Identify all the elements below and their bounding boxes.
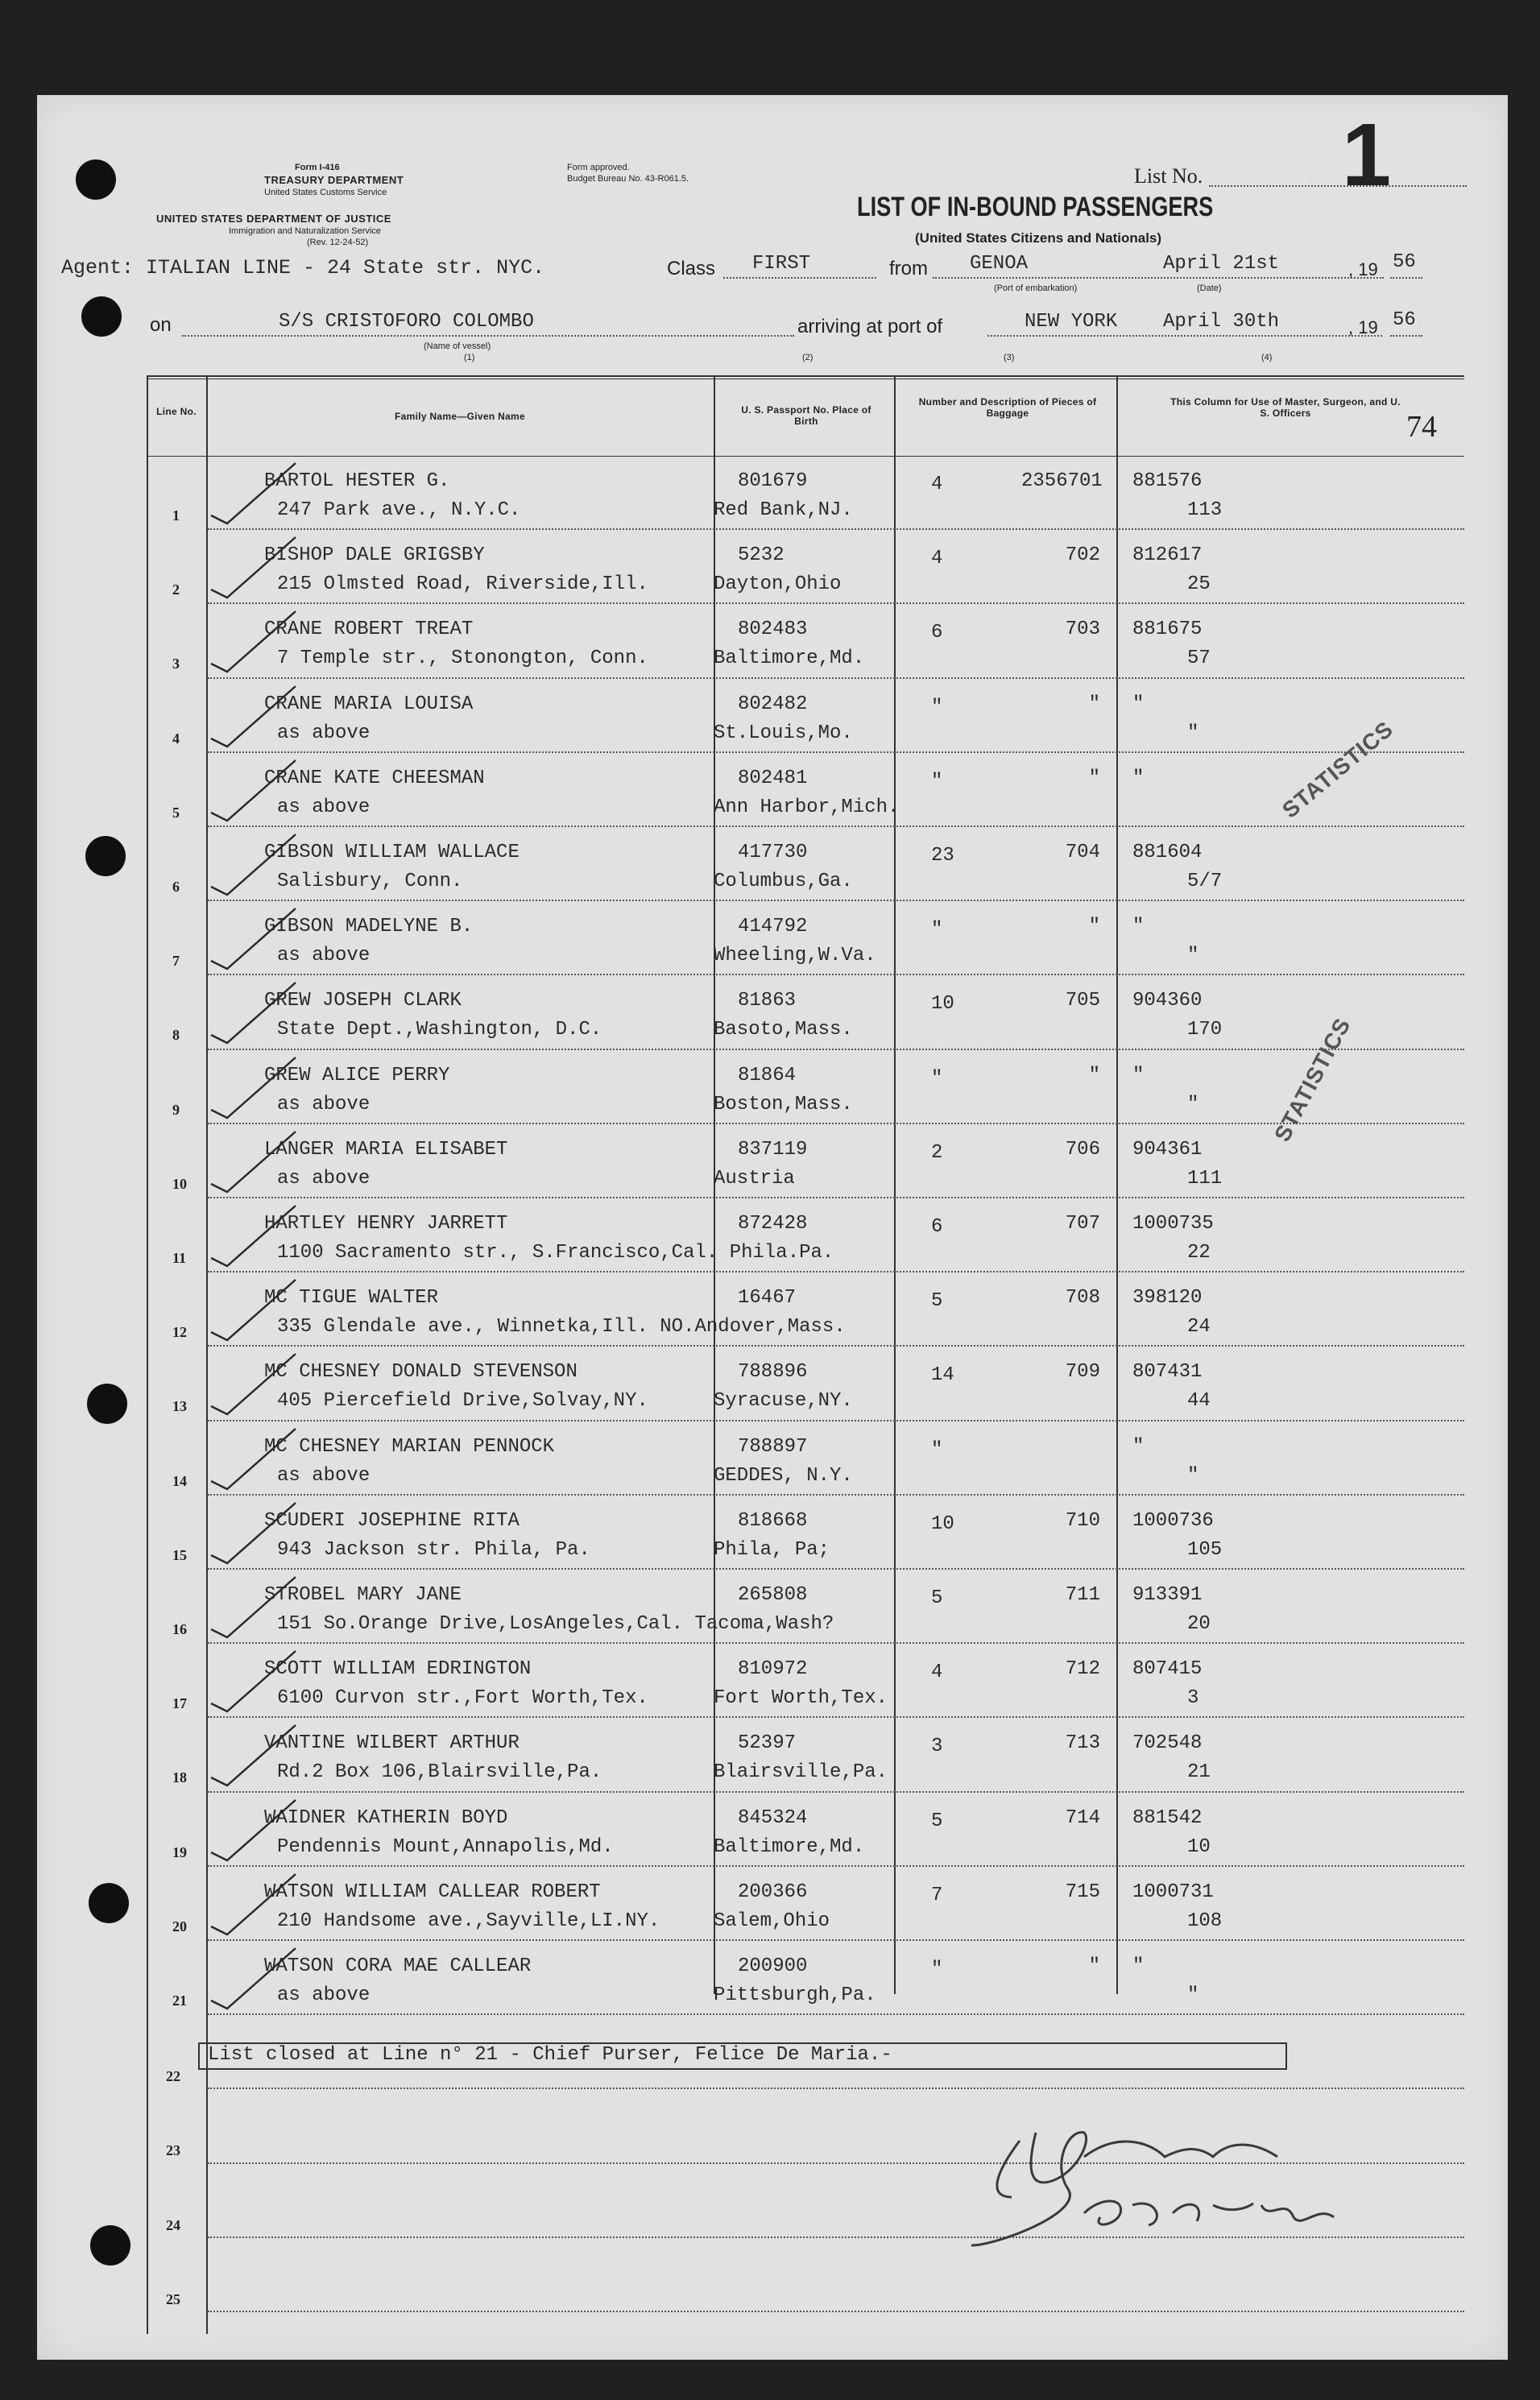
baggage-tag: 706	[1065, 1138, 1100, 1161]
passenger-address: 943 Jackson str. Phila, Pa.	[277, 1538, 590, 1561]
passenger-name: VANTINE WILBERT ARTHUR	[264, 1732, 520, 1755]
row-number: 8	[172, 1027, 180, 1044]
row-number: 9	[172, 1101, 180, 1118]
officer-note: 20	[1187, 1613, 1211, 1635]
statistics-stamp: STATISTICS	[1277, 716, 1398, 823]
col-num-1: (1)	[464, 353, 475, 362]
passenger-address: 1100 Sacramento str., S.Francisco,Cal. Phila.Pa.	[277, 1242, 834, 1264]
baggage-pieces: 14	[931, 1364, 954, 1387]
passenger-name: MC CHESNEY DONALD STEVENSON	[264, 1361, 578, 1384]
baggage-tag: 704	[1065, 842, 1100, 863]
place-of-birth: GEDDES, N.Y.	[714, 1464, 853, 1487]
baggage-tag: 709	[1065, 1361, 1100, 1384]
passenger-address: 151 So.Orange Drive,LosAngeles,Cal. Tacoma,Wash?	[277, 1613, 834, 1635]
punch-hole	[81, 296, 122, 337]
officer-number: 1000736	[1132, 1509, 1214, 1532]
row-number: 18	[172, 1769, 187, 1786]
passport-number: 837119	[738, 1138, 808, 1161]
passenger-address: as above	[277, 722, 371, 744]
justice-dept: UNITED STATES DEPARTMENT OF JUSTICE	[156, 213, 391, 225]
row-divider	[208, 1271, 1464, 1272]
passenger-address: as above	[277, 1984, 371, 2006]
col-num-2: (2)	[802, 353, 813, 362]
col-header-line: Line No.	[156, 406, 197, 417]
passenger-name: GREW ALICE PERRY	[264, 1064, 450, 1086]
row-number: 20	[172, 1918, 187, 1934]
passenger-name: BISHOP DALE GRIGSBY	[264, 544, 485, 567]
officer-note: "	[1187, 1093, 1199, 1115]
officer-number: "	[1132, 1435, 1145, 1458]
passenger-name: HARTLEY HENRY JARRETT	[264, 1213, 508, 1235]
check-mark-icon	[203, 904, 300, 977]
check-mark-icon	[203, 607, 300, 680]
baggage-pieces: "	[931, 919, 943, 941]
punch-hole	[85, 836, 126, 876]
check-mark-icon	[203, 830, 300, 903]
passenger-address: 215 Olmsted Road, Riverside,Ill.	[277, 573, 648, 596]
baggage-tag: 708	[1065, 1287, 1100, 1310]
baggage-tag: 713	[1065, 1732, 1100, 1755]
on-label: on	[150, 314, 172, 336]
officer-number: 812617	[1132, 544, 1203, 567]
row-divider	[208, 528, 1464, 530]
officer-number: "	[1132, 767, 1145, 789]
passenger-name: WAIDNER KATHERIN BOYD	[264, 1806, 508, 1829]
arriving-label: arriving at port of	[797, 316, 943, 337]
passenger-address: as above	[277, 1093, 371, 1115]
manifest-sheet	[37, 95, 1508, 2360]
row-divider	[208, 602, 1464, 604]
passport-number: 81864	[738, 1064, 797, 1086]
row-number: 17	[172, 1695, 187, 1712]
officer-number: 398120	[1132, 1287, 1203, 1310]
officer-number: 807431	[1132, 1361, 1203, 1384]
baggage-tag: 705	[1065, 990, 1100, 1012]
check-mark-icon	[203, 1350, 300, 1422]
passenger-address: 247 Park ave., N.Y.C.	[277, 499, 521, 521]
place-of-birth: Austria	[714, 1167, 795, 1190]
baggage-tag: "	[1088, 1955, 1100, 1977]
baggage-pieces: "	[931, 1438, 943, 1461]
baggage-tag: 2356701	[1021, 470, 1103, 492]
col-header-officers: This Column for Use of Master, Surgeon, and U. S. Officers	[1170, 396, 1401, 419]
passport-number: 16467	[738, 1287, 797, 1310]
vessel-caption: (Name of vessel)	[424, 341, 491, 351]
officer-note: 22	[1187, 1242, 1211, 1264]
row-number: 14	[172, 1472, 187, 1489]
passenger-address: 7 Temple str., Stonongton, Conn.	[277, 648, 648, 670]
passenger-address: as above	[277, 1464, 371, 1487]
check-mark-icon	[203, 756, 300, 829]
passenger-address: Salisbury, Conn.	[277, 871, 463, 892]
passport-number: 801679	[738, 470, 808, 492]
place-of-birth: Columbus,Ga.	[714, 871, 853, 892]
col-header-baggage: Number and Description of Pieces of Baggage	[918, 396, 1097, 419]
row-number: 21	[172, 1992, 187, 2009]
check-mark-icon	[203, 1425, 300, 1497]
baggage-tag: 711	[1065, 1584, 1100, 1606]
year-prefix: , 19	[1348, 317, 1378, 337]
embark-port: GENOA	[970, 253, 1029, 275]
row-divider	[208, 1420, 1464, 1421]
row-divider	[208, 974, 1464, 975]
baggage-pieces: 2	[931, 1141, 943, 1164]
place-of-birth: Blairsville,Pa.	[714, 1761, 888, 1784]
check-mark-icon	[203, 682, 300, 755]
check-mark-icon	[203, 1276, 300, 1348]
punch-hole	[87, 1384, 127, 1424]
officer-note: 3	[1187, 1687, 1199, 1710]
baggage-tag: "	[1088, 767, 1100, 789]
baggage-pieces: 5	[931, 1810, 943, 1832]
place-of-birth: St.Louis,Mo.	[714, 722, 853, 744]
passenger-name: SCOTT WILLIAM EDRINGTON	[264, 1658, 532, 1681]
form-number: Form I-416	[295, 163, 340, 172]
passenger-address: Rd.2 Box 106,Blairsville,Pa.	[277, 1761, 602, 1784]
passenger-name: MC CHESNEY MARIAN PENNOCK	[264, 1435, 555, 1458]
baggage-pieces: 23	[931, 845, 954, 867]
row-number: 23	[166, 2142, 180, 2159]
row-number: 7	[172, 953, 180, 970]
baggage-pieces: 4	[931, 1661, 943, 1684]
arrival-port: NEW YORK	[1025, 311, 1118, 333]
baggage-tag: "	[1088, 693, 1100, 715]
officer-note: "	[1187, 945, 1199, 967]
budget-bureau: Budget Bureau No. 43-R061.5.	[567, 174, 689, 184]
check-mark-icon	[203, 979, 300, 1051]
baggage-tag: "	[1088, 916, 1100, 938]
baggage-tag: 712	[1065, 1658, 1100, 1681]
officer-number: "	[1132, 693, 1145, 715]
row-number: 3	[172, 656, 180, 672]
passenger-name: BARTOL HESTER G.	[264, 470, 450, 492]
passenger-address: 210 Handsome ave.,Sayville,LI.NY.	[277, 1910, 660, 1932]
row-divider	[208, 826, 1464, 827]
row-number: 11	[172, 1250, 187, 1266]
place-of-birth: Ann Harbor,Mich.	[714, 796, 900, 818]
row-number: 22	[166, 2068, 180, 2085]
row-number: 6	[172, 879, 180, 895]
officer-number: "	[1132, 1064, 1145, 1086]
passenger-address: as above	[277, 1167, 371, 1190]
col-header-passport: U. S. Passport No. Place of Birth	[741, 404, 871, 427]
passenger-address: State Dept.,Washington, D.C.	[277, 1019, 602, 1041]
place-of-birth: Red Bank,NJ.	[714, 499, 853, 521]
treasury-dept: TREASURY DEPARTMENT	[264, 174, 404, 186]
row-divider	[208, 900, 1464, 901]
row-divider	[208, 1345, 1464, 1347]
place-of-birth: Fort Worth,Tex.	[714, 1687, 888, 1710]
row-number: 25	[166, 2290, 180, 2307]
place-of-birth: Pittsburgh,Pa.	[714, 1984, 876, 2006]
place-of-birth: Syracuse,NY.	[714, 1390, 853, 1413]
baggage-pieces: "	[931, 1067, 943, 1090]
embark-date: April 21st	[1163, 253, 1280, 275]
check-mark-icon	[203, 1573, 300, 1645]
officer-number: 702548	[1132, 1732, 1203, 1755]
baggage-pieces: "	[931, 1959, 943, 1980]
officer-note: 57	[1187, 648, 1211, 670]
vessel-name: S/S CRISTOFORO COLOMBO	[279, 311, 534, 333]
passenger-name: SCUDERI JOSEPHINE RITA	[264, 1509, 520, 1532]
revision-date: (Rev. 12-24-52)	[307, 238, 369, 247]
row-number: 2	[172, 581, 180, 598]
officer-number: 1000735	[1132, 1213, 1214, 1235]
customs-service: United States Customs Service	[264, 188, 387, 197]
officer-note: 108	[1187, 1910, 1223, 1932]
passport-number: 52397	[738, 1732, 797, 1755]
row-divider	[208, 1642, 1464, 1644]
baggage-pieces: "	[931, 770, 943, 792]
date-caption: (Date)	[1197, 283, 1222, 293]
passenger-name: STROBEL MARY JANE	[264, 1584, 462, 1606]
passenger-address: as above	[277, 796, 371, 818]
agent-line: Agent: ITALIAN LINE - 24 State str. NYC.	[61, 256, 545, 279]
punch-hole	[76, 159, 116, 200]
baggage-pieces: 10	[931, 993, 954, 1016]
margin-note: 74	[1406, 410, 1437, 444]
baggage-pieces: 5	[931, 1290, 943, 1313]
officer-number: 881576	[1132, 470, 1203, 492]
officer-note: 5/7	[1187, 871, 1223, 892]
row-divider	[208, 677, 1464, 679]
passport-number: 810972	[738, 1658, 808, 1681]
check-mark-icon	[203, 1647, 300, 1719]
row-number: 15	[172, 1546, 187, 1563]
row-number: 4	[172, 730, 180, 747]
officer-number: 881675	[1132, 619, 1203, 641]
check-mark-icon	[203, 533, 300, 606]
baggage-pieces: 4	[931, 548, 943, 570]
place-of-birth: Phila, Pa;	[714, 1538, 830, 1561]
row-divider	[208, 1049, 1464, 1050]
place-of-birth: Boston,Mass.	[714, 1093, 853, 1115]
row-divider	[208, 1939, 1464, 1941]
officer-note: 170	[1187, 1019, 1223, 1041]
check-mark-icon	[203, 1944, 300, 2017]
officer-note: 25	[1187, 573, 1211, 596]
passenger-address: 6100 Curvon str.,Fort Worth,Tex.	[277, 1687, 648, 1710]
row-divider	[208, 1568, 1464, 1570]
embark-caption: (Port of embarkation)	[994, 283, 1078, 293]
passport-number: 872428	[738, 1213, 808, 1235]
col-num-3: (3)	[1004, 353, 1015, 362]
place-of-birth: Baltimore,Md.	[714, 1835, 865, 1858]
baggage-pieces: 6	[931, 622, 943, 644]
officer-number: 807415	[1132, 1658, 1203, 1681]
passenger-address: 335 Glendale ave., Winnetka,Ill. NO.Andover,Mass.	[277, 1316, 846, 1339]
check-mark-icon	[203, 1202, 300, 1274]
row-number: 13	[172, 1398, 187, 1415]
passport-number: 845324	[738, 1806, 808, 1829]
check-mark-icon	[203, 1128, 300, 1200]
row-divider	[208, 2311, 1464, 2312]
ins-service: Immigration and Naturalization Service	[229, 226, 381, 236]
officer-note: "	[1187, 1984, 1199, 2006]
row-number: 1	[172, 507, 180, 523]
check-mark-icon	[203, 1796, 300, 1868]
row-divider	[208, 1865, 1464, 1867]
passport-number: 200366	[738, 1881, 808, 1903]
row-divider	[208, 1716, 1464, 1718]
baggage-tag: "	[1088, 1064, 1100, 1086]
punch-hole	[89, 1883, 129, 1923]
passenger-name: CRANE ROBERT TREAT	[264, 619, 474, 641]
baggage-pieces: 5	[931, 1587, 943, 1609]
passenger-name: CRANE KATE CHEESMAN	[264, 767, 485, 789]
passenger-address: Pendennis Mount,Annapolis,Md.	[277, 1835, 614, 1858]
arrival-date: April 30th	[1163, 311, 1280, 333]
officer-number: 904360	[1132, 990, 1203, 1012]
check-mark-icon	[203, 1721, 300, 1794]
form-approved: Form approved.	[567, 163, 630, 172]
passenger-name: WATSON CORA MAE CALLEAR	[264, 1955, 532, 1977]
page-title: LIST OF IN-BOUND PASSENGERS	[857, 192, 1214, 222]
arrival-year: 56	[1393, 309, 1416, 331]
row-divider	[208, 2013, 1464, 2015]
passenger-address: 405 Piercefield Drive,Solvay,NY.	[277, 1390, 648, 1413]
passport-number: 200900	[738, 1955, 808, 1977]
officer-note: 24	[1187, 1316, 1211, 1339]
passport-number: 802483	[738, 619, 808, 641]
baggage-pieces: 10	[931, 1512, 954, 1535]
signature-icon	[963, 2108, 1366, 2253]
passport-number: 265808	[738, 1584, 808, 1606]
passport-number: 788897	[738, 1435, 808, 1458]
place-of-birth: Salem,Ohio	[714, 1910, 830, 1932]
passport-number: 818668	[738, 1509, 808, 1532]
year-prefix: , 19	[1348, 259, 1378, 279]
row-number: 5	[172, 804, 180, 821]
officer-number: 1000731	[1132, 1881, 1214, 1903]
statistics-stamp: STATISTICS	[1269, 1013, 1356, 1146]
passenger-name: GIBSON WILLIAM WALLACE	[264, 842, 520, 863]
punch-hole	[90, 2225, 130, 2266]
col-num-4: (4)	[1261, 353, 1273, 362]
passenger-address: as above	[277, 945, 371, 967]
row-number: 24	[166, 2216, 180, 2233]
officer-note: 21	[1187, 1761, 1211, 1784]
baggage-pieces: "	[931, 696, 943, 718]
closing-line: List closed at Line n° 21 - Chief Purser, Felice De Maria.-	[208, 2044, 892, 2066]
officer-note: 113	[1187, 499, 1223, 521]
baggage-tag: 707	[1065, 1213, 1100, 1235]
check-mark-icon	[203, 459, 300, 532]
officer-number: 913391	[1132, 1584, 1203, 1606]
row-number: 12	[172, 1324, 187, 1341]
officer-note: "	[1187, 1464, 1199, 1487]
check-mark-icon	[203, 1499, 300, 1571]
row-number: 10	[172, 1175, 187, 1192]
passenger-name: LANGER MARIA ELISABET	[264, 1138, 508, 1161]
passenger-name: WATSON WILLIAM CALLEAR ROBERT	[264, 1881, 601, 1903]
place-of-birth: Dayton,Ohio	[714, 573, 842, 596]
passport-number: 802481	[738, 767, 808, 789]
officer-number: "	[1132, 1955, 1145, 1977]
class-label: Class	[667, 258, 716, 279]
check-mark-icon	[203, 1870, 300, 1943]
row-divider	[208, 2088, 1464, 2089]
passport-number: 5232	[738, 544, 784, 567]
page-subtitle: (United States Citizens and Nationals)	[915, 230, 1162, 246]
passport-number: 414792	[738, 916, 808, 938]
passport-number: 802482	[738, 693, 808, 715]
officer-note: 44	[1187, 1390, 1211, 1413]
passport-number: 417730	[738, 842, 808, 863]
baggage-pieces: 3	[931, 1736, 943, 1758]
baggage-tag: 715	[1065, 1881, 1100, 1903]
passport-number: 81863	[738, 990, 797, 1012]
baggage-pieces: 7	[931, 1884, 943, 1906]
row-divider	[208, 751, 1464, 753]
place-of-birth: Basoto,Mass.	[714, 1019, 853, 1041]
baggage-tag: 702	[1065, 544, 1100, 567]
passenger-name: CRANE MARIA LOUISA	[264, 693, 474, 715]
check-mark-icon	[203, 1053, 300, 1126]
officer-number: 881604	[1132, 842, 1203, 863]
row-divider	[208, 1494, 1464, 1496]
from-label: from	[889, 258, 928, 279]
col-header-name: Family Name—Given Name	[395, 411, 525, 422]
officer-note: "	[1187, 722, 1199, 744]
passenger-name: GREW JOSEPH CLARK	[264, 990, 462, 1012]
place-of-birth: Baltimore,Md.	[714, 648, 865, 670]
list-number: 1	[1342, 106, 1392, 205]
baggage-tag: 710	[1065, 1509, 1100, 1532]
officer-number: 881542	[1132, 1806, 1203, 1829]
row-number: 16	[172, 1621, 187, 1637]
embark-year: 56	[1393, 251, 1416, 273]
row-divider	[208, 1197, 1464, 1198]
passport-number: 788896	[738, 1361, 808, 1384]
row-number: 19	[172, 1843, 187, 1860]
baggage-pieces: 4	[931, 474, 943, 495]
baggage-tag: 703	[1065, 619, 1100, 641]
officer-number: 904361	[1132, 1138, 1203, 1161]
row-divider	[208, 1791, 1464, 1793]
baggage-pieces: 6	[931, 1216, 943, 1238]
officer-note: 105	[1187, 1538, 1223, 1561]
passenger-name: MC TIGUE WALTER	[264, 1287, 439, 1310]
officer-note: 111	[1187, 1167, 1223, 1190]
passenger-name: GIBSON MADELYNE B.	[264, 916, 474, 938]
officer-note: 10	[1187, 1835, 1211, 1858]
class-value: FIRST	[752, 253, 811, 275]
baggage-tag: 714	[1065, 1806, 1100, 1829]
place-of-birth: Wheeling,W.Va.	[714, 945, 876, 967]
list-no-label: List No.	[1134, 164, 1203, 188]
officer-number: "	[1132, 916, 1145, 938]
